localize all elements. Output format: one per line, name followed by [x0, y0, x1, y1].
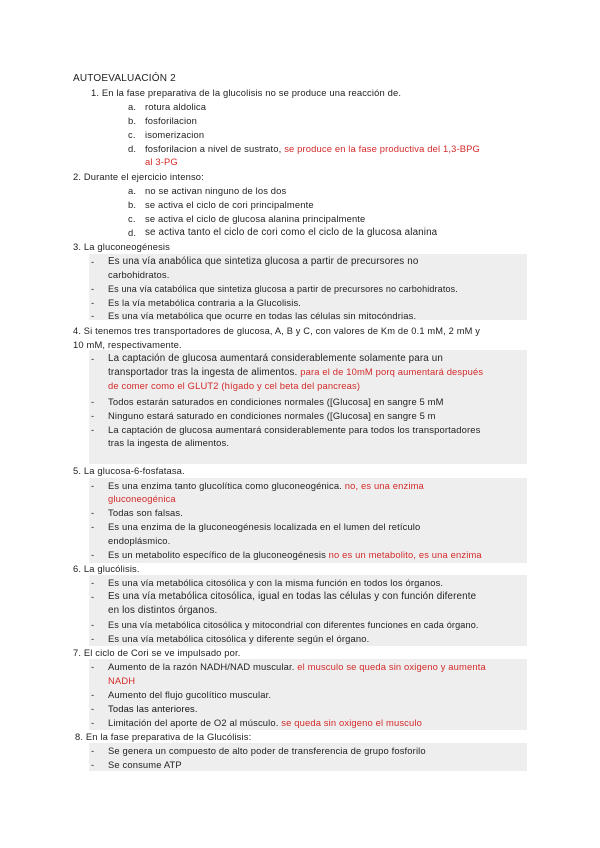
q4-stem-line-2: 10 mM, respectivamente. [73, 339, 182, 350]
q6-item-2-line-2: en los distintos órganos. [108, 605, 218, 616]
q1-option-d-note: se produce en la fase productiva del 1,3-BPG [284, 143, 480, 154]
q5-stem: 5. La glucosa-6-fosfatasa. [73, 465, 185, 476]
q3-item-1-line-2: carbohidratos. [108, 269, 170, 280]
q2-option-a: no se activan ninguno de los dos [145, 185, 287, 196]
q4-item-4-line-1: La captación de glucosa aumentará considerablemente para todos los transportadores [108, 424, 481, 435]
q3-item-4: Es una vía metabólica que ocurre en todas las células sin mitocóndrias. [108, 310, 417, 321]
q5-item-1-note-2: gluconeogénica [108, 493, 176, 504]
q3-bullet-4: - [91, 310, 95, 321]
q1-option-c-label: c. [128, 129, 136, 140]
q1-option-c: isomerizacion [145, 129, 205, 140]
q2-option-b: se activa el ciclo de cori principalmente [145, 199, 314, 210]
q7-item-4 [108, 717, 422, 729]
q3-bullet-2: - [91, 283, 95, 294]
q6-item-2-line-1: Es una vía metabólica citosólica, igual en todas las células y con función diferente [108, 591, 477, 602]
q2-option-a-label: a. [128, 185, 137, 196]
q5-bullet-2: - [91, 507, 95, 518]
q6-bullet-1: - [91, 577, 95, 588]
q3-stem: 3. La gluconeogénesis [73, 241, 170, 252]
q8-bullet-1: - [91, 745, 95, 756]
q5-item-1-text: Es una enzima tanto glucolítica como gluconeogénica. [108, 480, 345, 491]
q6-bullet-2: - [91, 591, 95, 602]
q4-item-1-line-1: La captación de glucosa aumentará considerablemente solamente para un [108, 353, 443, 364]
q7-item-1-text: Aumento de la razón NADH/NAD muscular. [108, 661, 298, 672]
q1-option-d-note-2: al 3-PG [145, 156, 178, 167]
q4-item-1-note: para el de 10mM porq aumentará después [300, 366, 484, 377]
page-title: AUTOEVALUACIÓN 2 [73, 73, 176, 84]
q4-item-2: Todos estarán saturados en condiciones normales ([Glucosa] en sangre 5 mM [108, 396, 444, 407]
q1-option-b-label: b. [128, 115, 137, 126]
q5-item-1-note: no, es una enzima [344, 480, 424, 491]
q7-bullet-1: - [91, 661, 95, 672]
q7-item-1 [108, 661, 486, 673]
q5-item-4-note: no es un metabolito, es una enzima [328, 549, 482, 560]
q2-option-d: se activa tanto el ciclo de cori como el ciclo de la glucosa alanina [145, 227, 438, 238]
q3-item-1-line-1: Es una vía anabólica que sintetiza glucosa a partir de precursores no [108, 256, 419, 267]
q2-stem: 2. Durante el ejercicio intenso: [73, 171, 204, 182]
q4-stem-line-1: 4. Si tenemos tres transportadores de glucosa, A, B y C, con valores de Km de 0.1 mM, 2 mM y [73, 326, 481, 336]
q7-bullet-3: - [91, 703, 95, 714]
q7-item-3: Todas las anteriores. [108, 703, 198, 714]
q1-option-d-label: d. [128, 143, 137, 154]
q1-stem: 1. En la fase preparativa de la glucolisis no se produce una reacción de. [91, 87, 402, 98]
q3-bullet-1: - [91, 256, 95, 267]
q4-bullet-1: - [91, 353, 95, 364]
q7-bullet-2: - [91, 689, 95, 700]
q1-option-a: rotura aldolica [145, 101, 207, 112]
q6-item-4: Es una vía metabólica citosólica y diferente según el órgano. [108, 633, 370, 644]
q5-bullet-1: - [91, 480, 95, 491]
q4-item-4-line-2: tras la ingesta de alimentos. [108, 437, 230, 448]
q6-bullet-4: - [91, 633, 95, 644]
q8-stem: 8. En la fase preparativa de la Glucólisis: [75, 731, 252, 742]
q7-item-1-note-2: NADH [108, 675, 136, 686]
q5-item-2: Todas son falsas. [108, 507, 183, 518]
q4-item-1-line-2 [108, 366, 483, 379]
q1-option-a-label: a. [128, 101, 137, 112]
q4-bullet-4: - [91, 424, 95, 435]
q4-item-1-text: transportador tras la ingesta de alimentos. [108, 367, 301, 378]
q3-bullet-3: - [91, 297, 95, 308]
q7-item-2: Aumento del flujo gucolítico muscular. [108, 689, 272, 700]
q3-item-2: Es una vía catabólica que sintetiza glucosa a partir de precursores no carbohidratos. [108, 284, 458, 294]
q8-item-2: Se consume ATP [108, 759, 182, 770]
q7-bullet-4: - [91, 717, 95, 728]
q2-option-d-label: d. [128, 227, 137, 238]
q5-item-4-text: Es un metabolito específico de la gluconeogénesis [108, 549, 329, 560]
q6-item-1: Es una vía metabólica citosólica y con la misma función en todos los órganos. [108, 577, 444, 588]
q6-bullet-3: - [91, 619, 95, 630]
q5-item-3-line-1: Es una enzima de la gluconeogénesis localizada en el lumen del retículo [108, 521, 421, 532]
q7-stem: 7. El ciclo de Cori se ve impulsado por. [73, 647, 241, 658]
q4-bullet-3: - [91, 410, 95, 421]
q8-item-1: Se genera un compuesto de alto poder de transferencia de grupo fosforilo [108, 745, 426, 756]
q2-option-c: se activa el ciclo de glucosa alanina principalmente [145, 213, 366, 224]
q4-bullet-2: - [91, 396, 95, 407]
q7-item-4-text: Limitación del aporte de O2 al músculo. [108, 717, 282, 728]
q5-item-3-line-2: endoplásmico. [108, 535, 171, 546]
q6-stem: 6. La glucólisis. [73, 563, 140, 574]
q7-item-4-note: se queda sin oxigeno el musculo [281, 717, 422, 728]
q5-item-4 [108, 549, 482, 561]
q5-item-1 [108, 480, 424, 492]
q6-item-3: Es una vía metabólica citosólica y mitocondrial con diferentes funciones en cada órgano. [108, 620, 479, 630]
q1-option-d-text: fosforilacion a nivel de sustrato, [145, 143, 285, 154]
q2-option-c-label: c. [128, 213, 136, 224]
q1-option-b: fosforilacion [145, 115, 197, 126]
q4-item-3: Ninguno estará saturado en condiciones normales ([Glucosa] en sangre 5 m [108, 410, 436, 421]
q5-bullet-4: - [91, 549, 95, 560]
q5-bullet-3: - [91, 521, 95, 532]
q3-item-3: Es la vía metabólica contraria a la Glucolisis. [108, 297, 302, 308]
q2-option-b-label: b. [128, 199, 137, 210]
q7-item-1-note: el musculo se queda sin oxigeno y aumenta [297, 661, 486, 672]
q1-option-d [145, 143, 480, 155]
q4-item-1-note-2: de comer como el GLUT2 (hígado y cel beta del pancreas) [108, 380, 361, 391]
q8-bullet-2: - [91, 759, 95, 770]
